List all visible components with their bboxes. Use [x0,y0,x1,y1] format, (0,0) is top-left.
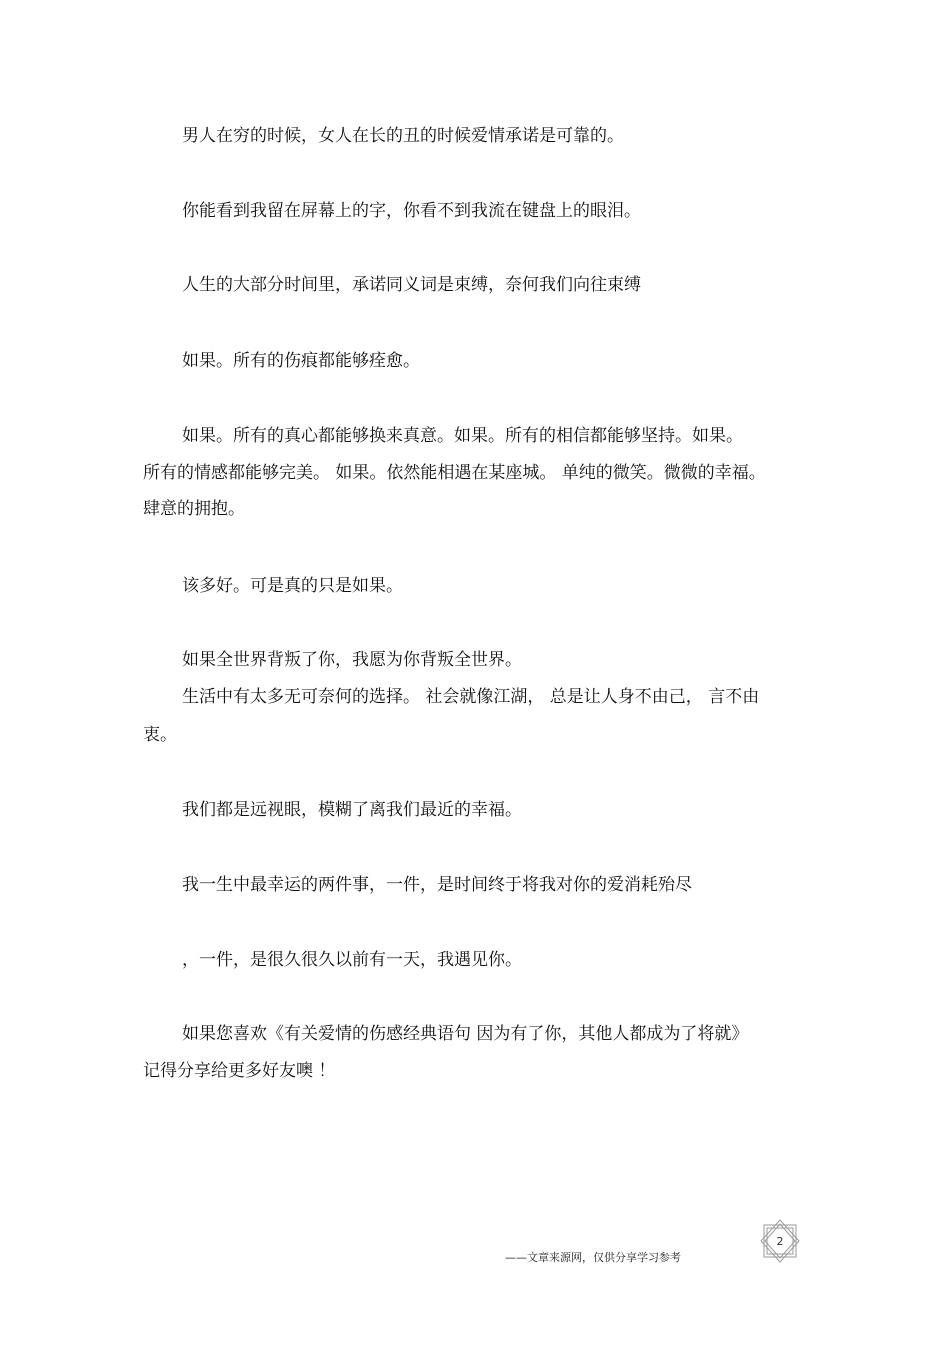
paragraph-line: 所有的情感都能够完美。 如果。依然能相遇在某座城。 单纯的微笑。微微的幸福。 [143,463,766,483]
paragraph-line: 肆意的拥抱。 [143,499,245,519]
paragraph-line: 如果全世界背叛了你，我愿为你背叛全世界。 [182,650,522,670]
paragraph-line: 衷。 [143,725,177,745]
paragraph-line: 记得分享给更多好友噢 ！ [143,1061,336,1081]
paragraph-line: ，一件，是很久很久以前有一天，我遇见你。 [182,950,522,970]
page-number: 2 [776,1234,784,1248]
paragraph-line: 如果。所有的伤痕都能够痊愈。 [182,351,420,371]
paragraph-line: 我一生中最幸运的两件事，一件，是时间终于将我对你的爱消耗殆尽 [182,875,692,895]
paragraph-line: 你能看到我留在屏幕上的字，你看不到我流在键盘上的眼泪。 [182,201,641,221]
paragraph-line: 生活中有太多无可奈何的选择。 社会就像江湖， 总是让人身不由己， 言不由 [182,687,760,707]
source-note: ——文章来源网，仅供分享学习参考 [505,1251,681,1264]
paragraph-line: 我们都是远视眼，模糊了离我们最近的幸福。 [182,800,522,820]
paragraph-line: 男人在穷的时候，女人在长的丑的时候爱情承诺是可靠的。 [182,126,624,146]
paragraph-line: 如果您喜欢《有关爱情的伤感经典语句 因为有了你，其他人都成为了将就》 [182,1024,749,1044]
page-number-badge [756,1219,804,1263]
paragraph-line: 该多好。可是真的只是如果。 [182,576,403,596]
paragraph-line: 如果。所有的真心都能够换来真意。如果。所有的相信都能够坚持。如果。 [182,426,743,446]
paragraph-line: 人生的大部分时间里，承诺同义词是束缚，奈何我们向往束缚 [182,275,641,295]
